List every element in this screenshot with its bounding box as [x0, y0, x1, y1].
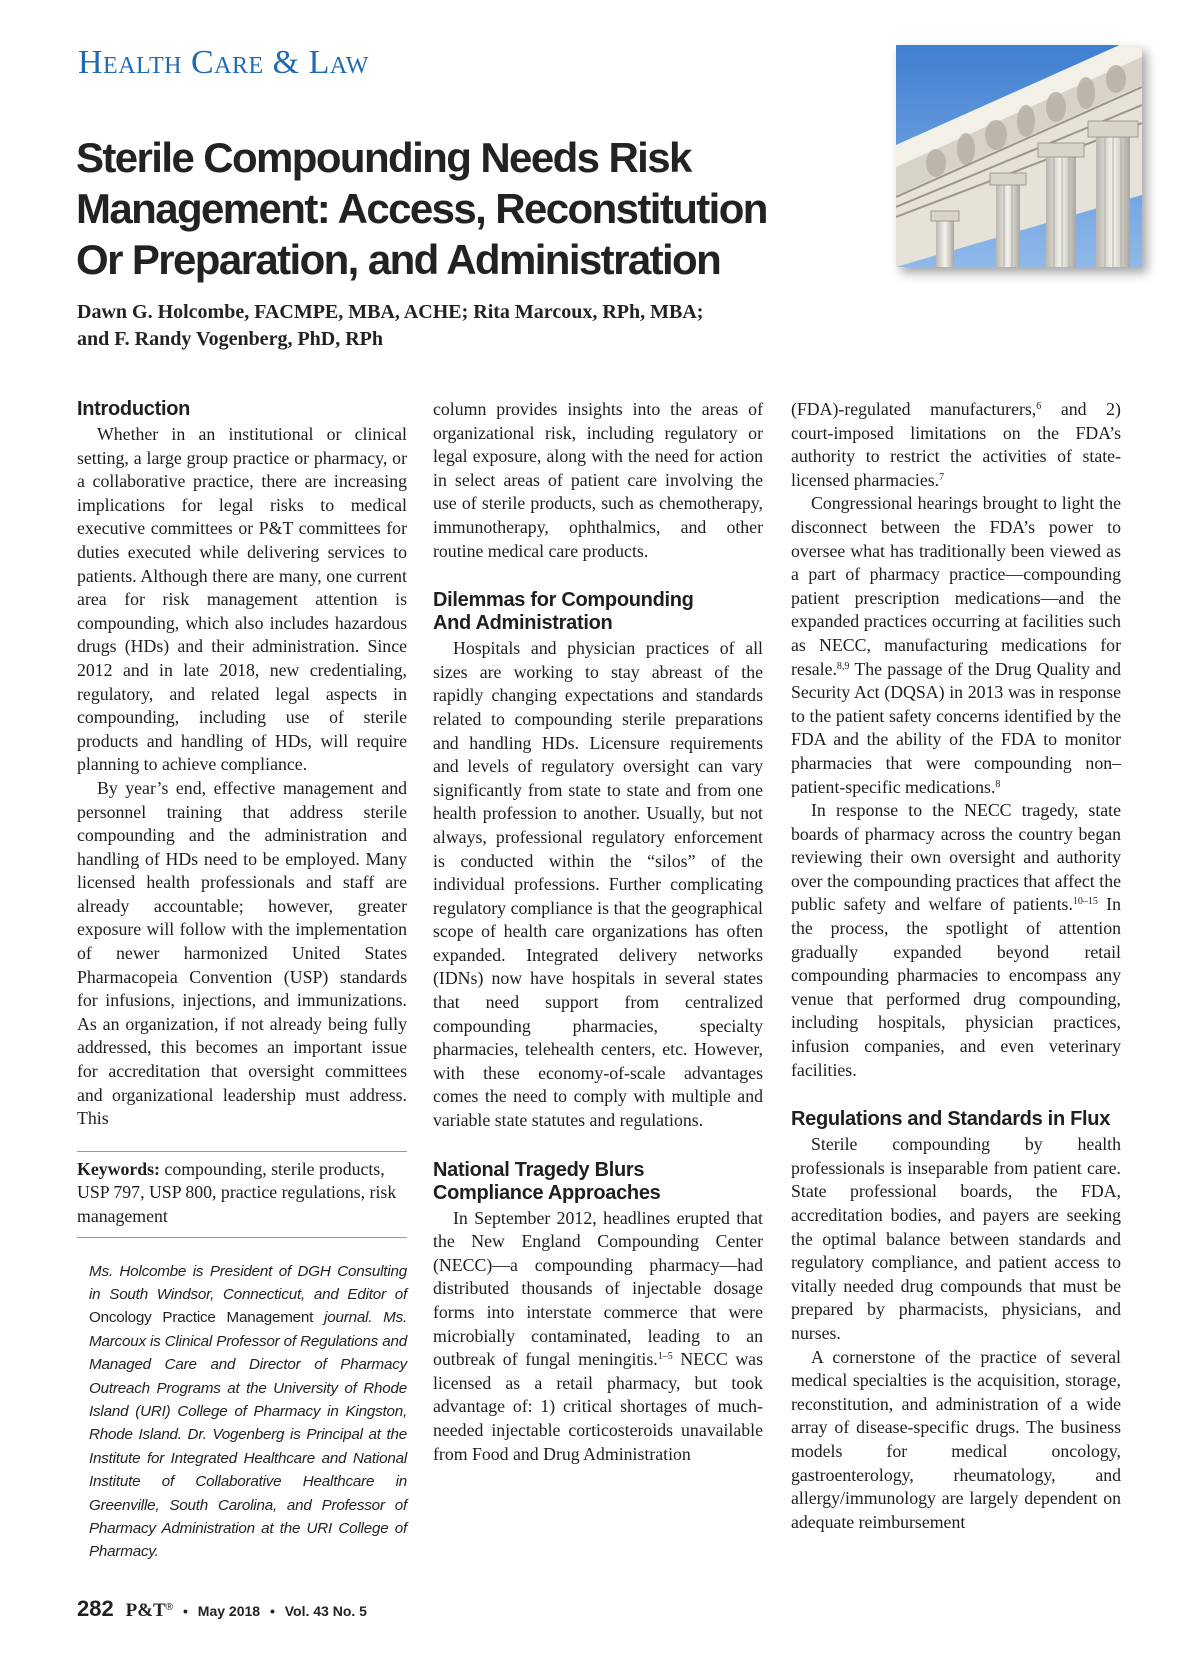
column-1: [77, 398, 407, 1564]
dilemmas-heading: [433, 589, 763, 635]
keywords-text: compounding, sterile products, USP 797, USP 800, practice regulations, risk management: [77, 1158, 397, 1226]
dilemmas-heading-line-1: Dilemmas for Compounding: [433, 589, 694, 612]
necc-response-paragraph: [791, 799, 1121, 1082]
page-footer: [77, 1596, 367, 1622]
section-label: Health Care & Law: [78, 44, 369, 81]
necc-text-b: In the process, the spotlight of attention gradually expanded beyond retail compounding pharmacies to encompass any venue that performed drug compounding, including hospitals, physician practices, infusion companies, and even veterinary facilities.: [791, 894, 1121, 1080]
author-list: [77, 299, 877, 353]
volume-number: Vol. 43 No. 5: [284, 1603, 367, 1619]
necc-text-a: In response to the NECC tragedy, state boards of pharmacy across the country began reviewing their own oversight and authority over the compounding practices that affect the public safety and welfare of patients.: [791, 800, 1121, 915]
regulations-heading: Regulations and Standards in Flux: [791, 1108, 1111, 1131]
tragedy-text-a: In September 2012, headlines erupted that the New England Compounding Center (NECC)—a compounding pharmacy—had distributed thousands of injectable dosage forms into interstate commerce that were microbially contaminated, leading to an outbreak of fungal meningitis.: [433, 1207, 763, 1370]
keywords-box: [77, 1151, 407, 1238]
congressional-text-b: The passage of the Drug Quality and Security Act (DQSA) in 2013 was in response to the patient safety concerns identified by the FDA and the ability of the FDA to monitor pharmacies that were compounding non–patient-specific medications.: [791, 658, 1121, 797]
national-tragedy-heading: [433, 1159, 763, 1205]
keywords-label: Keywords:: [77, 1158, 160, 1179]
introduction-heading: Introduction: [77, 398, 191, 420]
introduction-paragraph-2: By year’s end, effective management and personnel training that address sterile compounding and the administration and handling of HDs need to be employed. Many licensed health professionals and staff are already accountable; however, greater exposure will follow with the implementation of newer harmonized United States Pharmacopeia Convention (USP) standards for infusions, injections, and immunizations. As an organization, if not already being fully addressed, this becomes an important issue for accreditation that oversight committees and organizational leadership must address. This: [77, 777, 407, 1129]
citation-8: 8: [995, 778, 1001, 790]
citation-6: 6: [1036, 401, 1042, 412]
tragedy-text-b: NECC was licensed as a retail pharmacy, but took advantage of: 1) critical shortages of much-needed injectable corticosteroids unavailable from Food and Drug Administration: [433, 1349, 763, 1464]
fda-text-a: (FDA)-regulated manufacturers,: [791, 399, 1037, 419]
footer-bullet-2: •: [269, 1603, 275, 1619]
title-line-1: Sterile Compounding Needs Risk: [76, 134, 691, 181]
column-2-paragraph-continued: column provides insights into the areas of organizational risk, including regulatory or legal exposure, along with the need for action in select areas of patient care involving the use of sterile products, such as chemotherapy, immunotherapy, ophthalmics, and other routine medical care products.: [433, 399, 763, 561]
citation-1-5: 1–5: [657, 1351, 673, 1363]
bio-text-b: journal. Ms. Marcoux is Clinical Professor of Regulations and Managed Care and Director of Pharmacy Outreach Programs at the University of Rhode Island (URI) College of Pharmacy in Kingston, Rhode Island. Dr. Vogenberg is Principal at the Institute for Integrated Healthcare and National Institute of Collaborative Healthcare in Greenville, South Carolina, and Professor of Pharmacy Administration at the URI College of Pharmacy.: [89, 1309, 407, 1561]
bio-text-a: Ms. Holcombe is President of DGH Consulting in South Windsor, Connecticut, and Editor of: [89, 1262, 407, 1303]
citation-8-9: 8,9: [836, 660, 850, 672]
tragedy-paragraph: [433, 1207, 763, 1467]
introduction-paragraph-1: Whether in an institutional or clinical setting, a large group practice or pharmacy, or a collaborative practice, there are increasing implications for legal risks to medical executive committees or P&T committees for duties executed while delivering services to patients. Although there are many, one current area for risk management attention is compounding, which also includes hazardous drugs (HDs) and their administration. Since 2012 and in late 2018, new credentialing, regulatory, and related legal aspects in compounding, including use of sterile products and handling of HDs, will require planning to achieve compliance.: [77, 424, 407, 775]
congressional-paragraph: [791, 492, 1121, 799]
column-2: [433, 398, 763, 1466]
column-3: [791, 398, 1121, 1534]
page-number: 282: [77, 1596, 114, 1621]
registered-mark: ®: [165, 1602, 174, 1613]
congressional-text-a: Congressional hearings brought to light the disconnect between the FDA’s power to oversee what has traditionally been viewed as a part of pharmacy practice—compounding patient prescription medications—and the expanded practices occurring at facilities such as NECC, manufacturing medications for resale.: [791, 493, 1121, 679]
issue-date: May 2018: [197, 1603, 261, 1619]
title-line-2: Management: Access, Reconstitution: [76, 185, 767, 232]
magazine-name: P&T: [125, 1600, 166, 1621]
dilemmas-heading-line-2: And Administration: [433, 612, 613, 635]
title-line-3: Or Preparation, and Administration: [76, 236, 721, 283]
courthouse-columns-image: [896, 45, 1142, 267]
article-title: [76, 132, 836, 285]
regulations-paragraph-1: Sterile compounding by health professionals is inseparable from patient care. State professional boards, the FDA, accreditation bodies, and payers are seeking the optimal balance between standards and regulatory compliance, and patient access to vitally needed drug compounds that must be prepared by pharmacists, physicians, and nurses.: [791, 1134, 1121, 1343]
regulations-paragraph-2: A cornerstone of the practice of several medical specialties is the acquisition, storage, reconstitution, and administration of a wide array of disease-specific drugs. The business models for medical oncology, gastroenterology, rheumatology, and allergy/immunology are largely dependent on adequate reimbursement: [791, 1346, 1121, 1532]
fda-text-b: and 2) court-imposed limitations on the FDA’s authority to restrict the activities of state-licensed pharmacies.: [791, 399, 1121, 490]
citation-7: 7: [939, 471, 945, 483]
footer-bullet-1: •: [182, 1603, 188, 1619]
tragedy-heading-line-1: National Tragedy Blurs: [433, 1158, 645, 1181]
authors-line-1: Dawn G. Holcombe, FACMPE, MBA, ACHE; Rita Marcoux, RPh, MBA;: [77, 301, 704, 323]
column-3-paragraph-continued: [791, 398, 1121, 492]
authors-line-2: and F. Randy Vogenberg, PhD, RPh: [77, 328, 384, 350]
author-bio: [77, 1260, 407, 1564]
bio-journal-name: Oncology Practice Management: [89, 1309, 314, 1327]
dilemmas-paragraph: Hospitals and physician practices of all sizes are working to stay abreast of the rapidly changing expectations and standards related to compounding sterile preparations and handling HDs. Licensure requirements and levels of regulatory oversight can vary significantly from state to state and from one health profession to another. Usually, but not always, professional regulatory enforcement is conducted within the “silos” of the individual professions. Further complicating regulatory compliance is that the geographical scope of health care organizations has often expanded. Integrated delivery networks (IDNs) now have hospitals in several states that need support from centralized compounding pharmacies, specialty pharmacies, telehealth centers, etc. However, with these economy-of-scale advantages comes the need to comply with multiple and variable state statutes and regulations.: [433, 638, 763, 1131]
tragedy-heading-line-2: Compliance Approaches: [433, 1181, 661, 1204]
supreme-court-photo: [896, 45, 1142, 267]
citation-10-15: 10–15: [1072, 896, 1098, 908]
